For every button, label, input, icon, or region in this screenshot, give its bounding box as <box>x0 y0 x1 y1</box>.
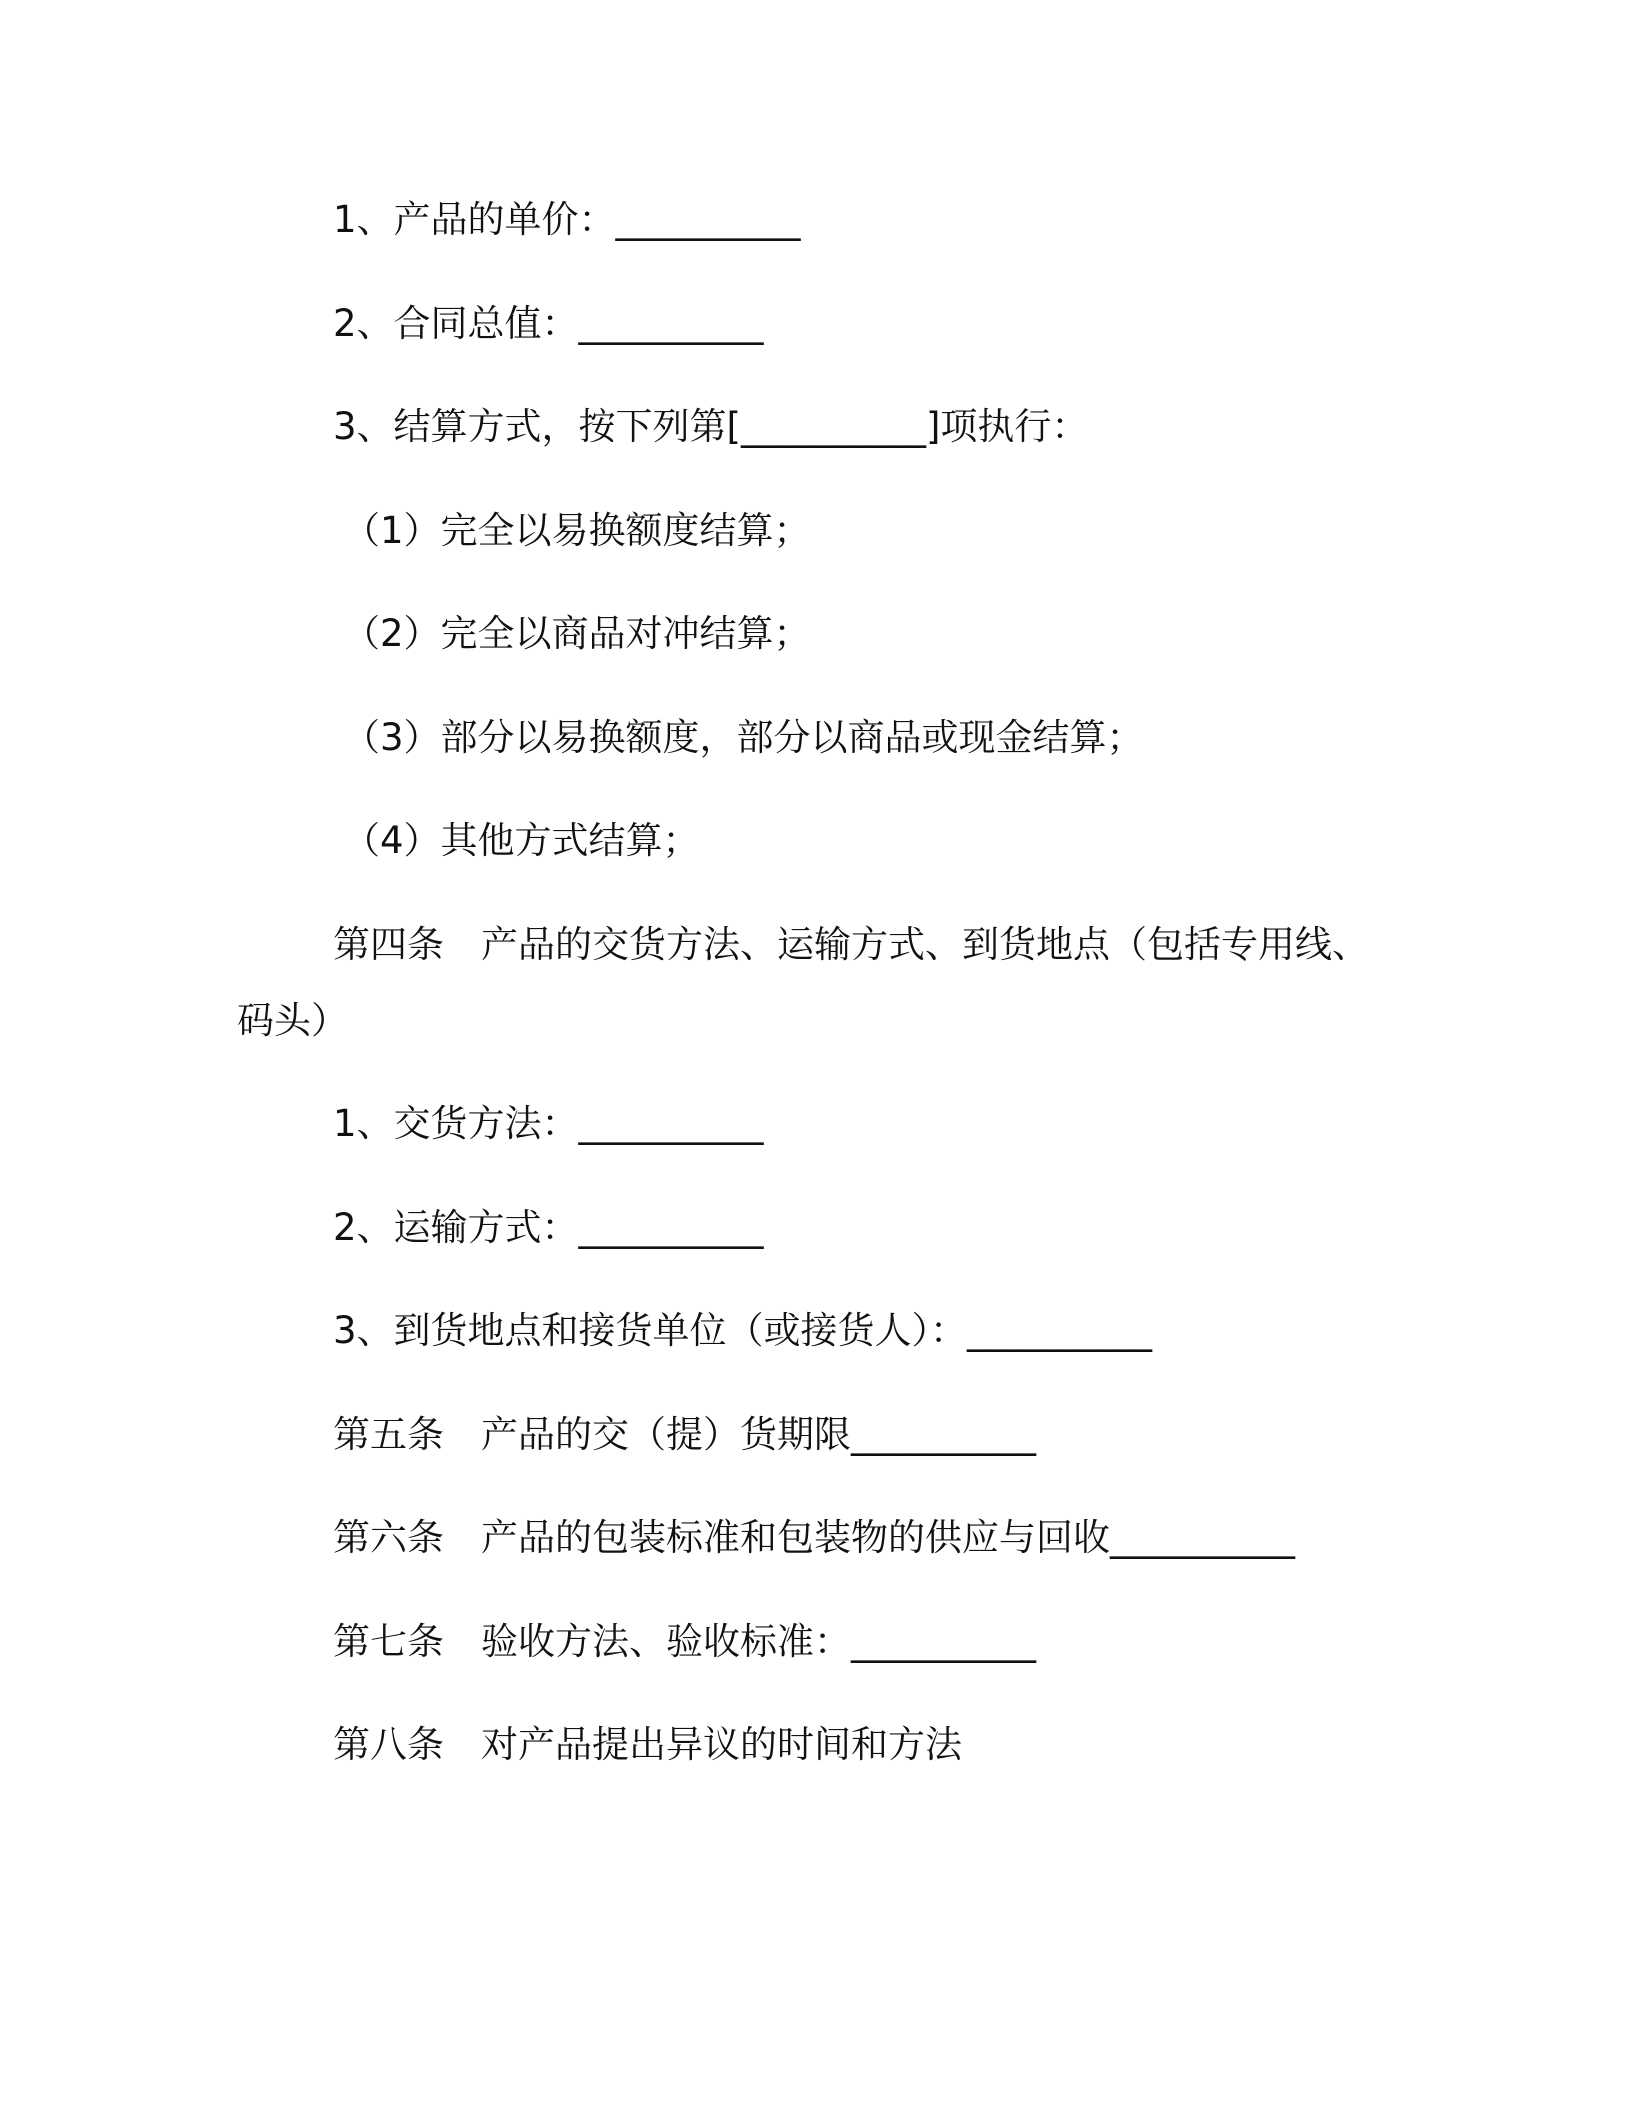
delivery-location-line: 3、到货地点和接货单位（或接货人）：__________ <box>333 1309 1153 1352</box>
article-8-line: 第八条 对产品提出异议的时间和方法 <box>333 1723 962 1766</box>
transport-method-line: 2、运输方式：__________ <box>333 1206 764 1249</box>
article-6-line: 第六条 产品的包装标准和包装物的供应与回收__________ <box>333 1516 1295 1559</box>
article-4-heading-continued: 码头） <box>237 999 348 1042</box>
contract-total-line: 2、合同总值：__________ <box>333 302 764 345</box>
article-7-line: 第七条 验收方法、验收标准：__________ <box>333 1620 1036 1663</box>
settlement-method-line: 3、结算方式，按下列第[__________]项执行： <box>333 405 1089 448</box>
article-5-line: 第五条 产品的交（提）货期限__________ <box>333 1413 1036 1456</box>
settlement-option-1: （1）完全以易换额度结算； <box>343 509 811 552</box>
delivery-method-line: 1、交货方法：__________ <box>333 1102 764 1145</box>
settlement-option-2: （2）完全以商品对冲结算； <box>343 612 811 655</box>
settlement-option-3: （3）部分以易换额度，部分以商品或现金结算； <box>343 716 1144 759</box>
settlement-option-4: （4）其他方式结算； <box>343 819 700 862</box>
unit-price-line: 1、产品的单价：__________ <box>333 198 801 241</box>
article-4-heading: 第四条 产品的交货方法、运输方式、到货地点（包括专用线、 <box>333 923 1369 966</box>
